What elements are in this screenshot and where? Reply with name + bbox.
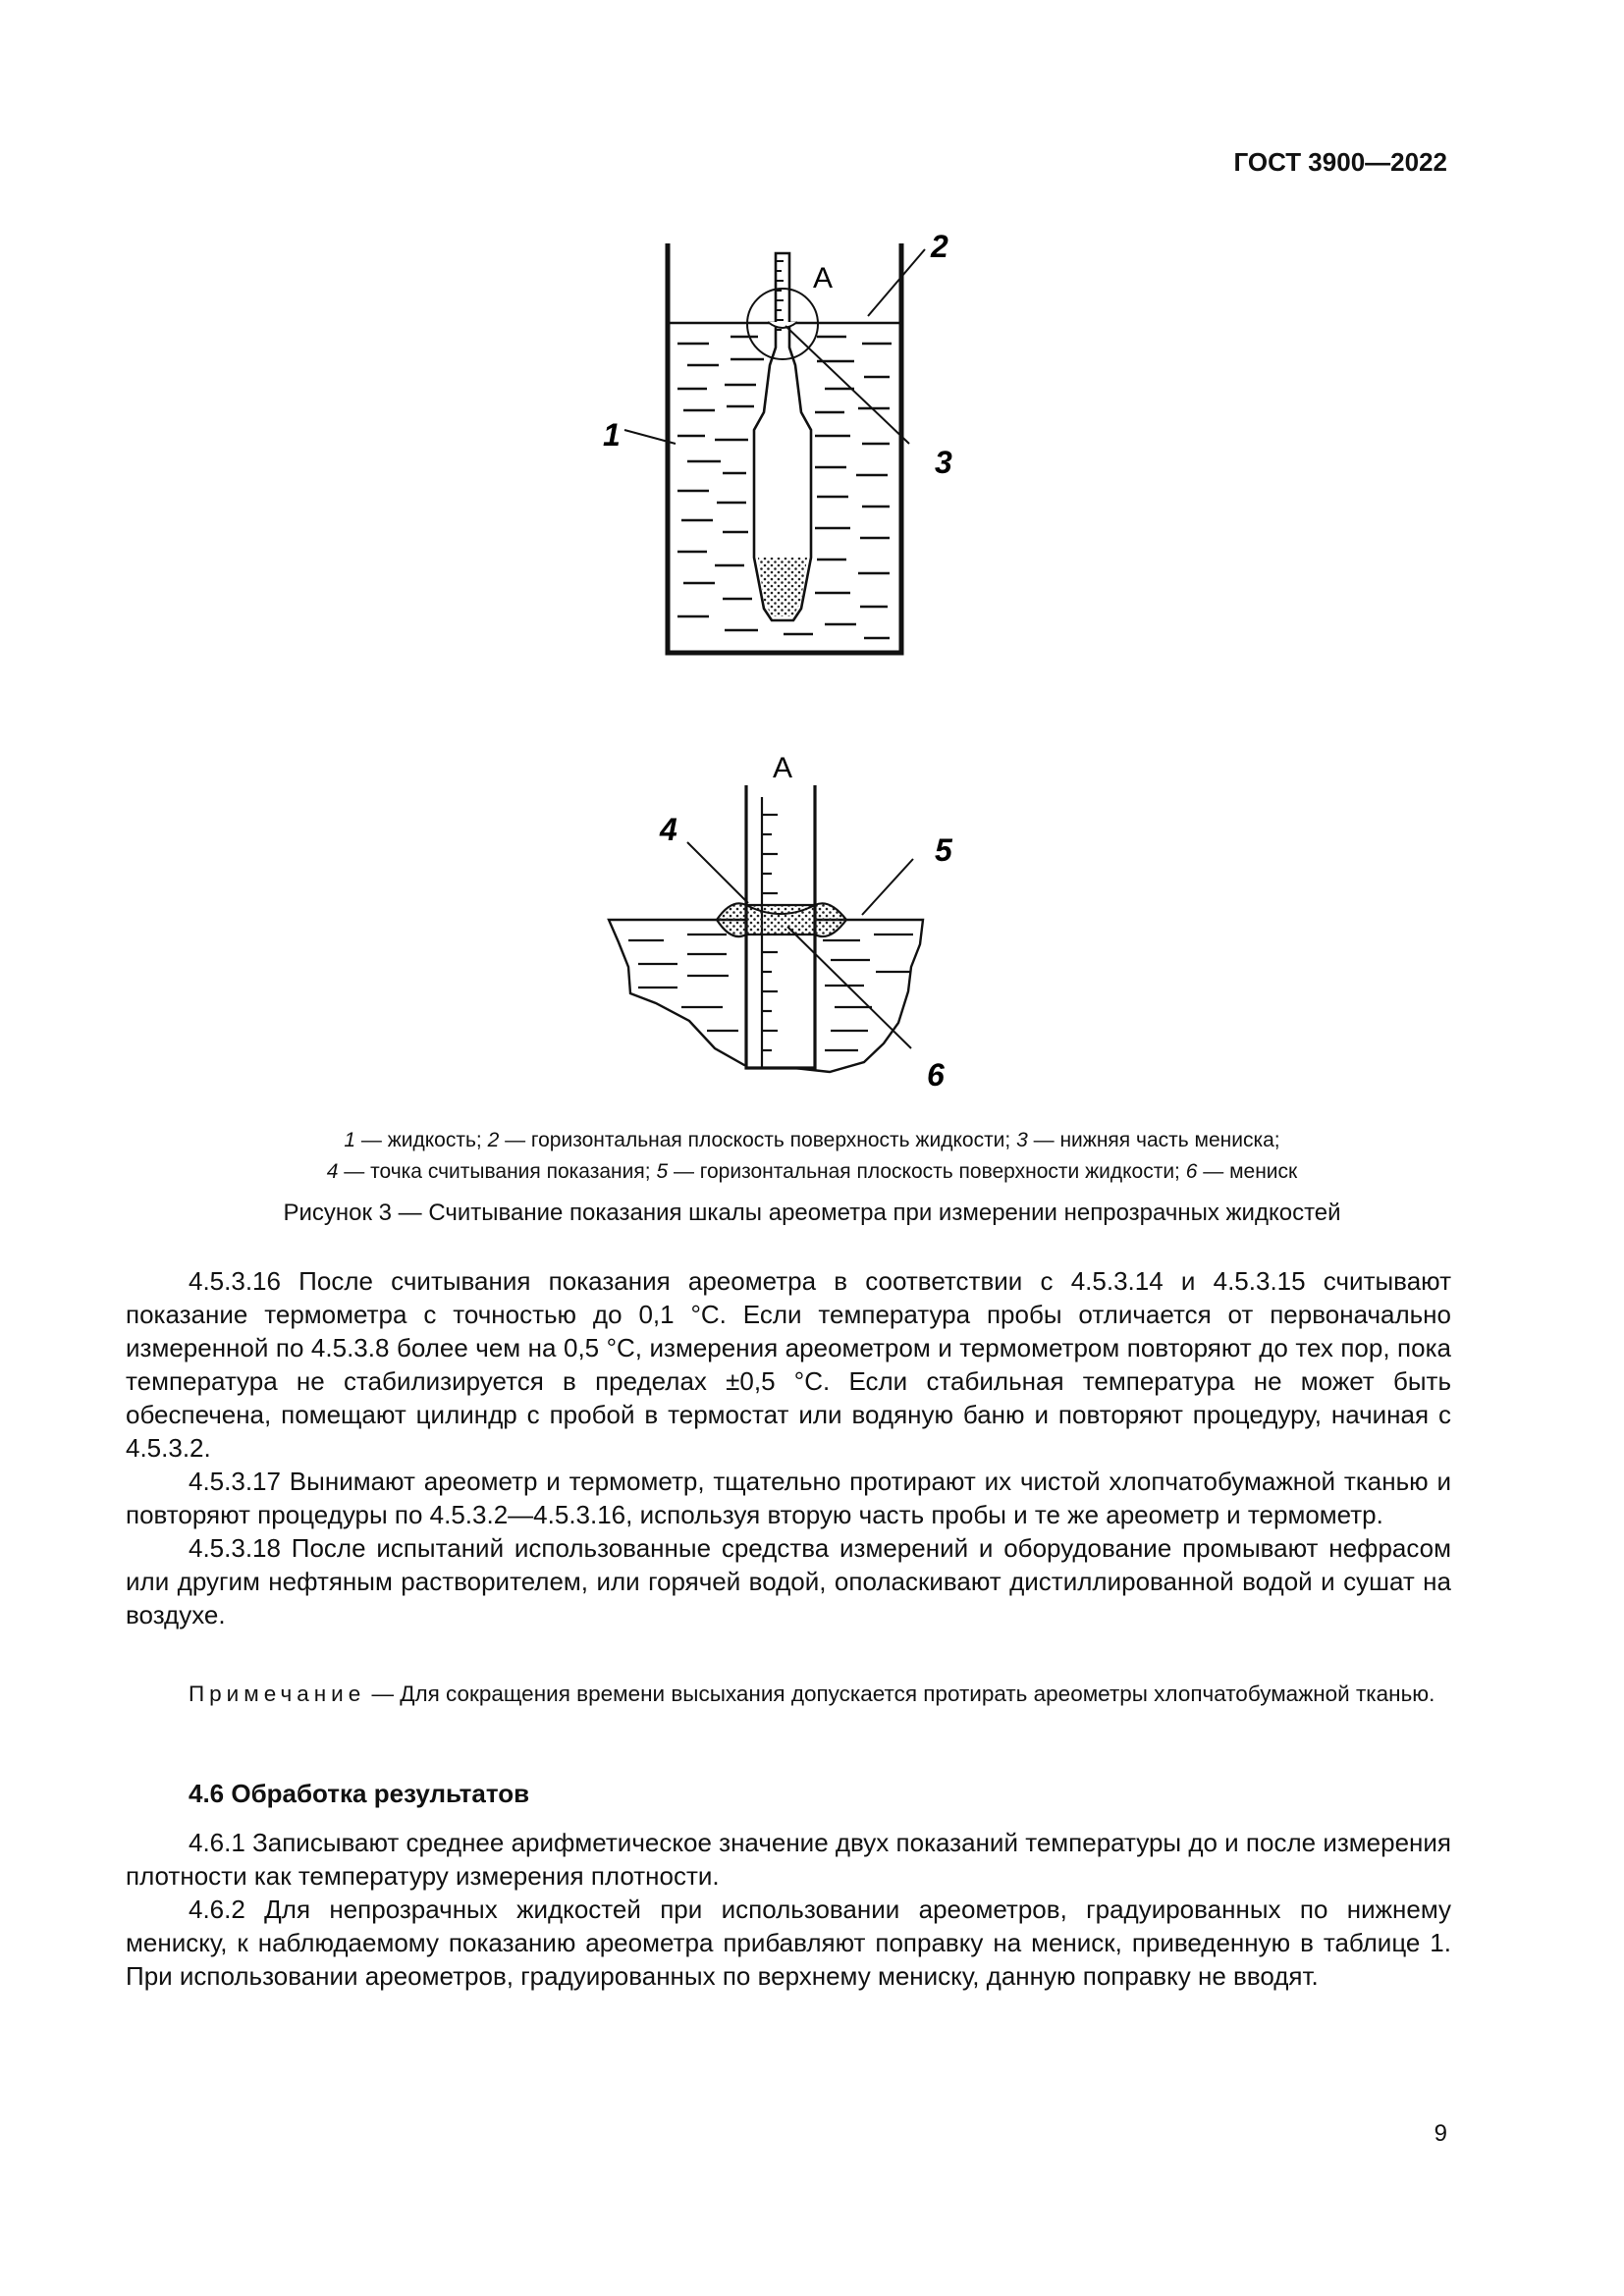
paragraph-4-5-3-17: 4.5.3.17 Вынимают ареометр и термометр, тщательно протирают их чистой хлопчатобумажной тканью и повторяют процедуры по 4.5.3.2—4.5.3.16, используя вторую часть пробы и те же ареометр и термометр. — [126, 1467, 1451, 1529]
paragraph-4-5-3-16: 4.5.3.16 После считывания показания ареометра в соответствии с 4.5.3.14 и 4.5.3.15 считывают показание термометра с точностью до 0,1 °С. Если температура пробы отличается от первоначально измеренной по 4.5.3.8 более чем на 0,5 °С, измерения ареометром и термометром повторяют до тех пор, пока температура не стабилизируется в пределах ±0,5 °С. Если стабильная температура не может быть обеспечена, помещают цилиндр с пробой в термостат или водяную баню и повторяют процедуру, начиная с 4.5.3.2. — [126, 1266, 1451, 1463]
detail-a-label-bottom: А — [773, 752, 793, 784]
figure-legend-line-2 — [0, 1160, 1624, 1184]
legend-item-1-num: 1 — [344, 1129, 356, 1151]
legend-item-6-num: 6 — [1185, 1160, 1198, 1183]
note-label: Примечание — [189, 1682, 366, 1706]
legend-item-5-text: — горизонтальная плоскость поверхности жидкости; — [668, 1160, 1186, 1183]
legend-item-5-num: 5 — [656, 1160, 669, 1183]
legend-item-2-text: — горизонтальная плоскость поверхность жидкости; — [499, 1129, 1017, 1151]
figure-caption: Рисунок 3 — Считывание показания шкалы ареометра при измерении непрозрачных жидкостей — [283, 1200, 1341, 1226]
label-3: 3 — [935, 445, 952, 480]
label-5: 5 — [935, 832, 952, 868]
paragraph-4-6-1: 4.6.1 Записывают среднее арифметическое значение двух показаний температуры до и после измерения плотности как температуру измерения плотности. — [126, 1828, 1451, 1891]
label-6: 6 — [927, 1057, 945, 1093]
label-1: 1 — [603, 417, 621, 453]
meniscus — [717, 903, 846, 936]
section-heading-4-6: 4.6 Обработка результатов — [189, 1779, 530, 1808]
page-number: 9 — [1434, 2120, 1447, 2147]
legend-item-3-text: — нижняя часть мениска; — [1027, 1129, 1280, 1151]
legend-item-3-num: 3 — [1016, 1129, 1028, 1151]
document-standard-number: ГОСТ 3900—2022 — [1233, 147, 1447, 177]
body-text-block-2 — [126, 1826, 1451, 1993]
body-text-block-1 — [126, 1264, 1451, 1631]
detail-a-diagram — [609, 785, 923, 1072]
note — [126, 1679, 1451, 1709]
legend-item-4-num: 4 — [326, 1160, 339, 1183]
paragraph-4-6-2: 4.6.2 Для непрозрачных жидкостей при использовании ареометров, градуированных по нижнему мениску, к наблюдаемому показанию ареометра прибавляют поправку на мениск, приведенную в таблице 1. При использовании ареометров, градуированных по верхнему мениску, данную поправку не вводят. — [126, 1895, 1451, 1991]
legend-item-2-num: 2 — [487, 1129, 500, 1151]
legend-item-6-text: — мениск — [1197, 1160, 1298, 1183]
paragraph-4-5-3-18: 4.5.3.18 После испытаний использованные средства измерений и оборудование промывают нефрасом или другим нефтяным растворителем, или горячей водой, ополаскивают дистиллированной водой и сушат на воздухе. — [126, 1533, 1451, 1629]
legend-item-4-text: — точка считывания показания; — [338, 1160, 657, 1183]
note-text: — Для сокращения времени высыхания допускается протирать ареометры хлопчатобумажной тканью. — [365, 1682, 1435, 1706]
figure-legend-line-1 — [0, 1129, 1624, 1152]
detail-a-label-top: А — [813, 262, 834, 294]
hydrometer — [747, 253, 818, 620]
label-4: 4 — [660, 812, 677, 847]
label-2: 2 — [931, 229, 948, 264]
cylinder-diagram — [624, 243, 925, 653]
legend-item-1-text: — жидкость; — [355, 1129, 488, 1151]
